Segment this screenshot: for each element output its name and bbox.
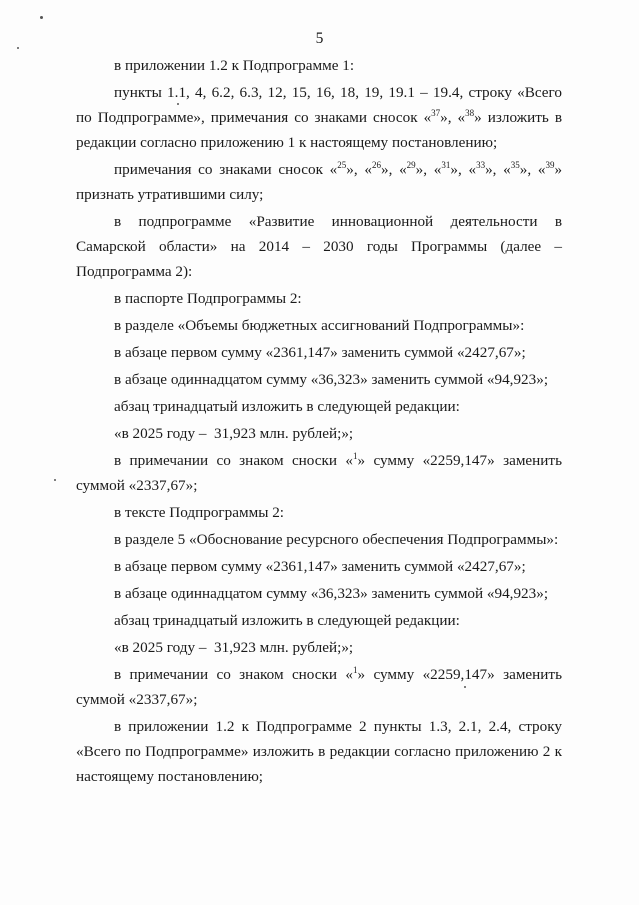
- paragraph: в примечании со знаком сноски «$^1$» сумму «2259,147» заменить суммой «2337,67»;: [76, 664, 562, 708]
- paragraph: в разделе 5 «Обоснование ресурсного обеспечения Подпрограммы»:: [114, 531, 559, 548]
- page-number: 5: [315, 30, 324, 47]
- paragraph: в примечании со знаком сноски «$^1$» сумму «2259,147» заменить суммой «2337,67»;: [76, 450, 562, 494]
- paragraph: абзац тринадцатый изложить в следующей редакции:: [114, 612, 460, 629]
- document-body: [76, 53, 562, 791]
- paragraph: абзац тринадцатый изложить в следующей редакции:: [114, 398, 460, 415]
- scan-speck: [17, 47, 19, 49]
- paragraph: «в 2025 году – 31,923 млн. рублей;»;: [114, 425, 354, 442]
- paragraph: примечания со знаками сносок «$^{25}$», «$^{26}$», «$^{29}$», «$^{31}$», «$^{33}$», «$^{35}$», «$^{39}$» признать утратившими силу;: [76, 159, 563, 203]
- paragraph: пункты 1.1, 4, 6.2, 6.3, 12, 15, 16, 18, 19, 19.1 – 19.4, строку «Всего по Подпрограмме», примечания со знаками сносок «$^{37}$», «$^{38}$» изложить в редакции согласно приложению 1 к настоящему постановлению;: [76, 84, 563, 151]
- paragraph: в подпрограмме «Развитие инновационной деятельности в Самарской области» на 2014 – 2030 годы Программы (далее – Подпрограмма 2):: [76, 213, 562, 280]
- paragraph: в разделе «Объемы бюджетных ассигнований Подпрограммы»:: [114, 317, 525, 334]
- scan-speck: [54, 479, 56, 481]
- paragraph: в абзаце одиннадцатом сумму «36,323» заменить суммой «94,923»;: [114, 371, 549, 388]
- paragraph: в приложении 1.2 к Подпрограмме 2 пункты 1.3, 2.1, 2.4, строку «Всего по Подпрограмме» изложить в редакции согласно приложению 2 к настоящему постановлению;: [76, 718, 562, 785]
- paragraph: в тексте Подпрограммы 2:: [114, 504, 285, 521]
- paragraph: в абзаце первом сумму «2361,147» заменить суммой «2427,67»;: [114, 344, 526, 361]
- paragraph: в приложении 1.2 к Подпрограмме 1:: [114, 57, 355, 74]
- scan-speck: [40, 16, 43, 19]
- paragraph: в паспорте Подпрограммы 2:: [114, 290, 302, 307]
- paragraph: в абзаце одиннадцатом сумму «36,323» заменить суммой «94,923»;: [114, 585, 549, 602]
- paragraph: в абзаце первом сумму «2361,147» заменить суммой «2427,67»;: [114, 558, 526, 575]
- paragraph: «в 2025 году – 31,923 млн. рублей;»;: [114, 639, 354, 656]
